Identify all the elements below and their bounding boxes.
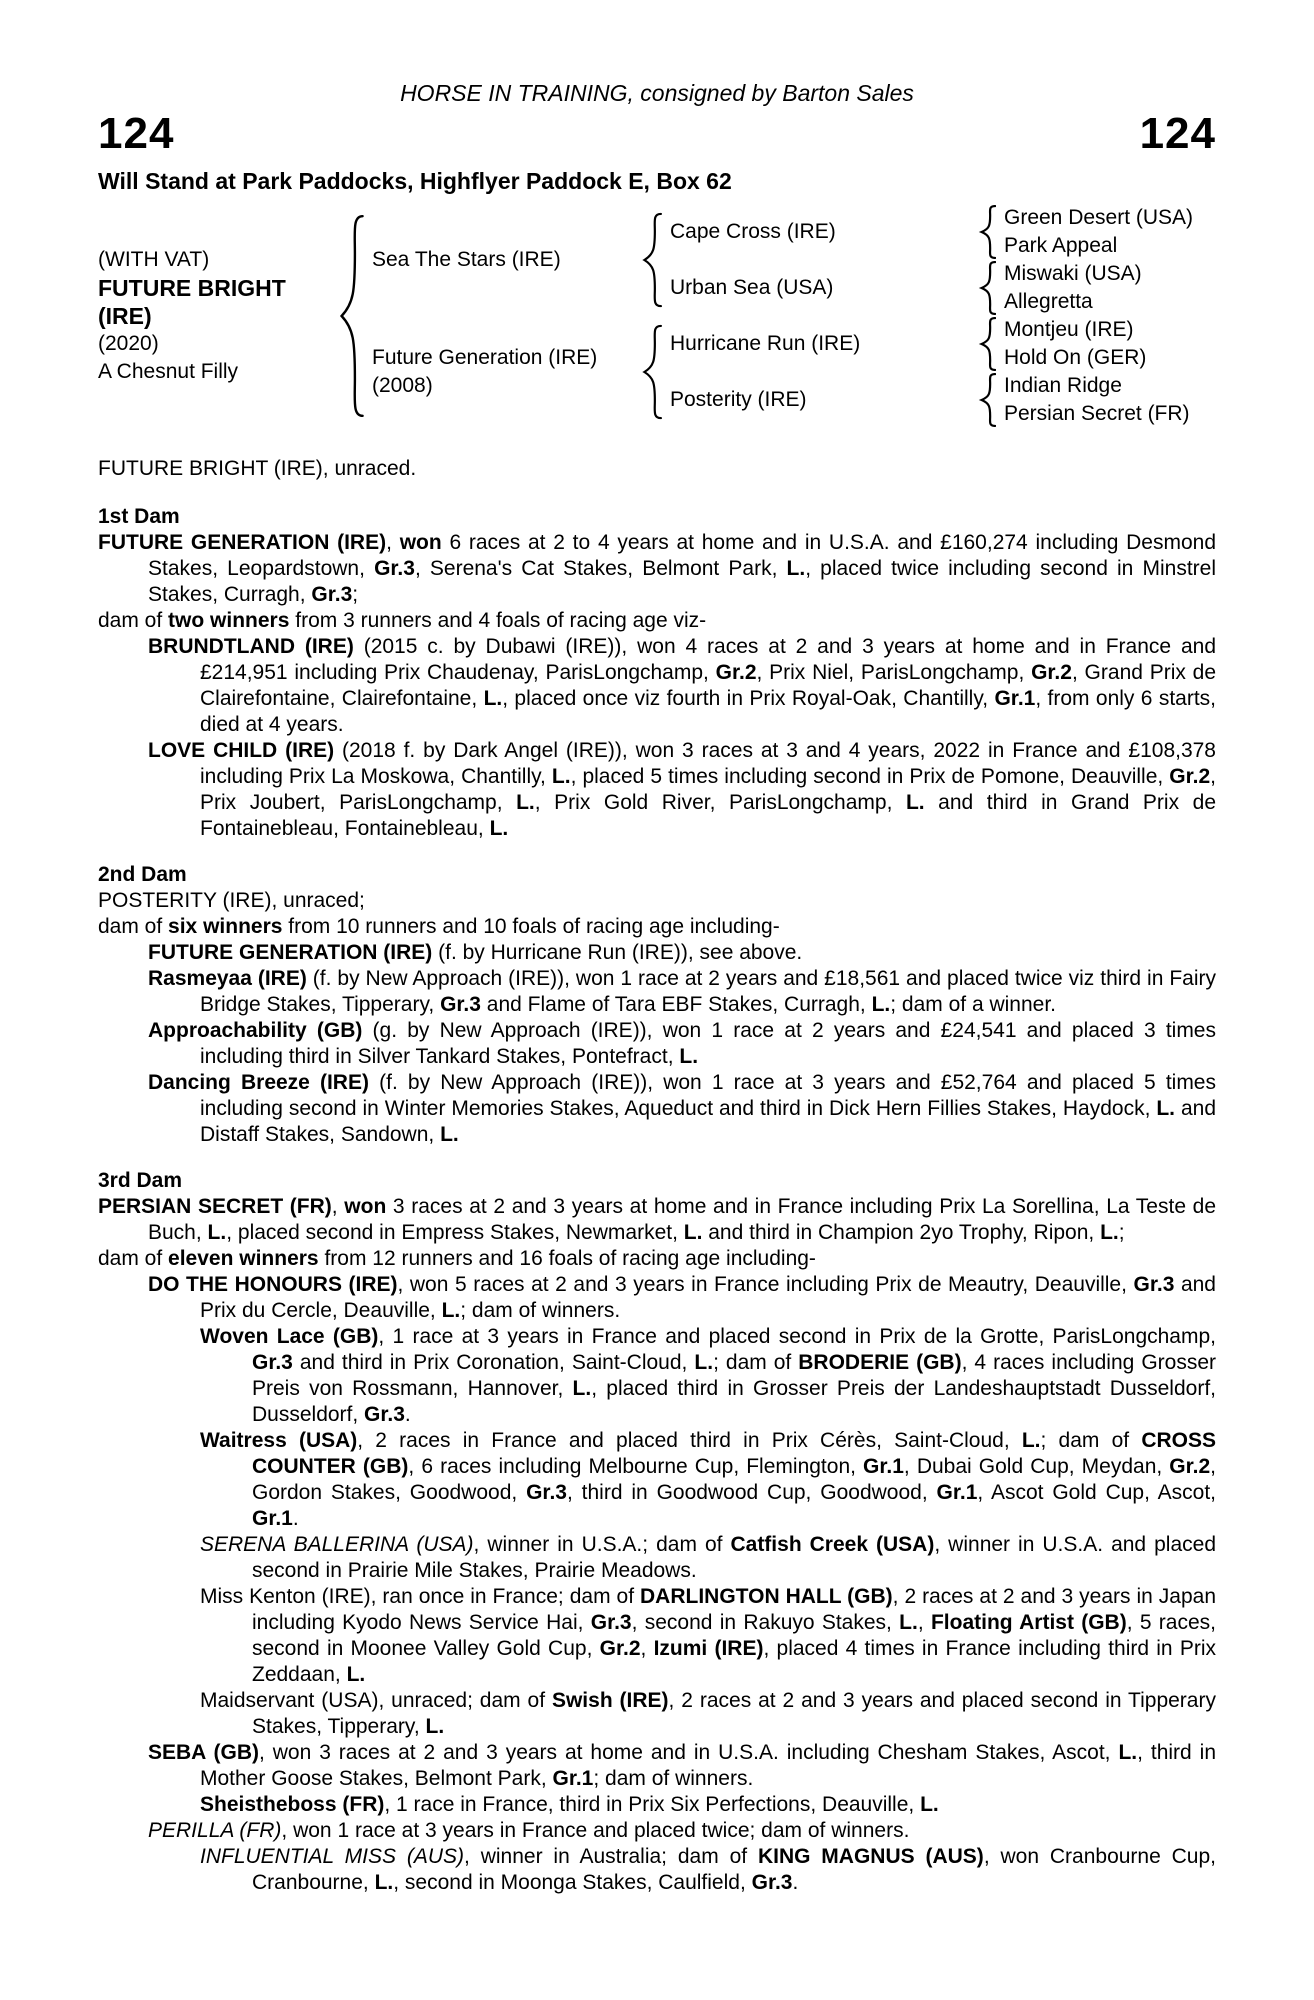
dam-dam-sire-name: Indian Ridge: [1004, 374, 1122, 397]
consignment-title: HORSE IN TRAINING, consigned by Barton Sales: [400, 80, 914, 106]
produce-entry: Dancing Breeze (IRE) (f. by New Approach (IRE)), won 1 race at 3 years and £52,764 and placed 5 times including second in Winter Memories Stakes, Aqueduct and third in Dick Hern Fillies Stakes, Haydock, L. and Distaff Stakes, Sandown, L.: [148, 1071, 1216, 1146]
sire-branch: [372, 204, 1216, 316]
pedigree-brace-icon: [336, 204, 364, 428]
produce-subentry: INFLUENTIAL MISS (AUS), winner in Australia; dam of KING MAGNUS (AUS), won Cranbourne Cup, Cranbourne, L., second in Moonga Stakes, Caulfield, Gr.3.: [200, 1845, 1216, 1894]
produce-entry: FUTURE GENERATION (IRE) (f. by Hurricane Run (IRE)), see above.: [148, 941, 803, 964]
pedigree-brace-icon: [978, 261, 996, 315]
section-2nd-dam: [98, 862, 1216, 1148]
pedigree-table: [98, 204, 1216, 428]
produce-subentry: Maidservant (USA), unraced; dam of Swish (IRE), 2 races at 2 and 3 years and placed second in Tipperary Stakes, Tipperary, L.: [200, 1689, 1216, 1738]
sire-dam-branch: [670, 260, 1216, 316]
sire-sire-sire-name: Green Desert (USA): [1004, 206, 1194, 229]
section-3rd-dam: [98, 1168, 1216, 1896]
pedigree-brace-icon: [978, 373, 996, 427]
race-record-line: FUTURE BRIGHT (IRE), unraced.: [98, 457, 417, 480]
produce-subentry: Waitress (USA), 2 races in France and placed third in Prix Cérès, Saint-Cloud, L.; dam of CROSS COUNTER (GB), 6 races including Melbourne Cup, Flemington, Gr.1, Dubai Gold Cup, Meydan, Gr.2, Gordon Stakes, Goodwood, Gr.3, third in Goodwood Cup, Goodwood, Gr.1, Ascot Gold Cup, Ascot, Gr.1.: [200, 1429, 1217, 1530]
foaling-year: (2020): [98, 332, 159, 355]
dam-dam-name: Posterity (IRE): [670, 388, 807, 411]
section-heading: 3rd Dam: [98, 1169, 183, 1192]
dam-name-block: [372, 344, 640, 400]
dam-entry: FUTURE GENERATION (IRE), won 6 races at 2 to 4 years at home and in U.S.A. and £160,274 including Desmond Stakes, Leopardstown, Gr.3, Serena's Cat Stakes, Belmont Park, L., placed twice including second in Minstrel Stakes, Curragh, Gr.3;: [98, 531, 1216, 606]
stand-location-line: Will Stand at Park Paddocks, Highflyer Paddock E, Box 62: [98, 168, 732, 194]
produce-entry: Approachability (GB) (g. by New Approach (IRE)), won 1 race at 2 years and £24,541 and placed 3 times including third in Silver Tankard Stakes, Pontefract, L.: [148, 1019, 1216, 1068]
dam-dam-dam-name: Persian Secret (FR): [1004, 402, 1190, 425]
lot-number-row: [98, 110, 1216, 160]
section-1st-dam: [98, 504, 1216, 842]
subject-block: [98, 204, 336, 428]
dam-sire-dam-name: Hold On (GER): [1004, 346, 1147, 369]
dam-sire-name: Hurricane Run (IRE): [670, 332, 861, 355]
dam-name: Future Generation (IRE): [372, 346, 598, 369]
dam-year: (2008): [372, 374, 433, 397]
sire-dam-dam-name: Allegretta: [1004, 290, 1093, 313]
produce-entry: Rasmeyaa (IRE) (f. by New Approach (IRE)), won 1 race at 2 years and £18,561 and placed twice viz third in Fairy Bridge Stakes, Tipperary, Gr.3 and Flame of Tara EBF Stakes, Curragh, L.; dam of a winner.: [148, 967, 1216, 1016]
produce-summary: dam of eleven winners from 12 runners and 16 foals of racing age including-: [98, 1247, 816, 1270]
sire-dam-sire-name: Miswaki (USA): [1004, 262, 1142, 285]
section-heading: 2nd Dam: [98, 863, 187, 886]
produce-summary: dam of two winners from 3 runners and 4 foals of racing age viz-: [98, 609, 707, 632]
dam-sire-branch: [670, 316, 1216, 372]
lot-number-right: 124: [1139, 109, 1216, 158]
sire-sire-branch: [670, 204, 1216, 260]
dam-dam-branch: [670, 372, 1216, 428]
produce-summary: dam of six winners from 10 runners and 10 foals of racing age including-: [98, 915, 780, 938]
pedigree-brace-icon: [640, 324, 662, 420]
produce-entry: BRUNDTLAND (IRE) (2015 c. by Dubawi (IRE)), won 4 races at 2 and 3 years at home and in France and £214,951 including Prix Chaudenay, ParisLongchamp, Gr.2, Prix Niel, ParisLongchamp, Gr.2, Grand Prix de Clairefontaine, Clairefontaine, L., placed once viz fourth in Prix Royal-Oak, Chantilly, Gr.1, from only 6 starts, died at 4 years.: [148, 635, 1217, 736]
dam-entry: PERSIAN SECRET (FR), won 3 races at 2 and 3 years at home and in France including Prix La Sorellina, La Teste de Buch, L., placed second in Empress Stakes, Newmarket, L. and third in Champion 2yo Trophy, Ripon, L.;: [98, 1195, 1216, 1244]
dam-sire-sire-name: Montjeu (IRE): [1004, 318, 1134, 341]
produce-subentry: Sheistheboss (FR), 1 race in France, third in Prix Six Perfections, Deauville, L.: [200, 1793, 939, 1816]
produce-entry: DO THE HONOURS (IRE), won 5 races at 2 and 3 years in France including Prix de Meautry, Deauville, Gr.3 and Prix du Cercle, Deauville, L.; dam of winners.: [148, 1273, 1216, 1322]
subject-description: A Chesnut Filly: [98, 360, 239, 383]
produce-entry: PERILLA (FR), won 1 race at 3 years in France and placed twice; dam of winners.: [148, 1819, 910, 1842]
lot-number-left: 124: [98, 109, 175, 158]
subject-name-suffix: (IRE): [98, 303, 152, 329]
produce-subentry: Woven Lace (GB), 1 race at 3 years in France and placed second in Prix de la Grotte, ParisLongchamp, Gr.3 and third in Prix Coronation, Saint-Cloud, L.; dam of BRODERIE (GB), 4 races including Grosser Preis von Rossmann, Hannover, L., placed third in Grosser Preis der Landeshauptstadt Dusseldorf, Dusseldorf, Gr.3.: [200, 1325, 1216, 1426]
sire-sire-dam-name: Park Appeal: [1004, 234, 1118, 257]
pedigree-brace-icon: [978, 317, 996, 371]
dam-branch: [372, 316, 1216, 428]
sire-name: Sea The Stars (IRE): [372, 248, 561, 271]
pedigree-brace-icon: [978, 205, 996, 259]
subject-name: FUTURE BRIGHT: [98, 275, 286, 301]
sire-dam-name: Urban Sea (USA): [670, 276, 834, 299]
produce-subentry: Miss Kenton (IRE), ran once in France; dam of DARLINGTON HALL (GB), 2 races at 2 and 3 years in Japan including Kyodo News Service Hai, Gr.3, second in Rakuyo Stakes, L., Floating Artist (GB), 5 races, second in Moonee Valley Gold Cup, Gr.2, Izumi (IRE), placed 4 times in France including third in Prix Zeddaan, L.: [200, 1585, 1216, 1686]
vat-note: (WITH VAT): [98, 248, 210, 271]
pedigree-generations: [372, 204, 1216, 428]
produce-subentry: SERENA BALLERINA (USA), winner in U.S.A.; dam of Catfish Creek (USA), winner in U.S.A. and placed second in Prairie Mile Stakes, Prairie Meadows.: [200, 1533, 1216, 1582]
sire-sire-name: Cape Cross (IRE): [670, 220, 836, 243]
produce-entry: SEBA (GB), won 3 races at 2 and 3 years at home and in U.S.A. including Chesham Stakes, Ascot, L., third in Mother Goose Stakes, Belmont Park, Gr.1; dam of winners.: [148, 1741, 1216, 1790]
pedigree-brace-icon: [640, 212, 662, 308]
produce-entry: LOVE CHILD (IRE) (2018 f. by Dark Angel (IRE)), won 3 races at 3 and 4 years, 2022 in France and £108,378 including Prix La Moskowa, Chantilly, L., placed 5 times including second in Prix de Pomone, Deauville, Gr.2, Prix Joubert, ParisLongchamp, L., Prix Gold River, ParisLongchamp, L. and third in Grand Prix de Fontainebleau, Fontainebleau, L.: [148, 739, 1216, 840]
dam-entry: POSTERITY (IRE), unraced;: [98, 889, 365, 912]
section-heading: 1st Dam: [98, 505, 180, 528]
